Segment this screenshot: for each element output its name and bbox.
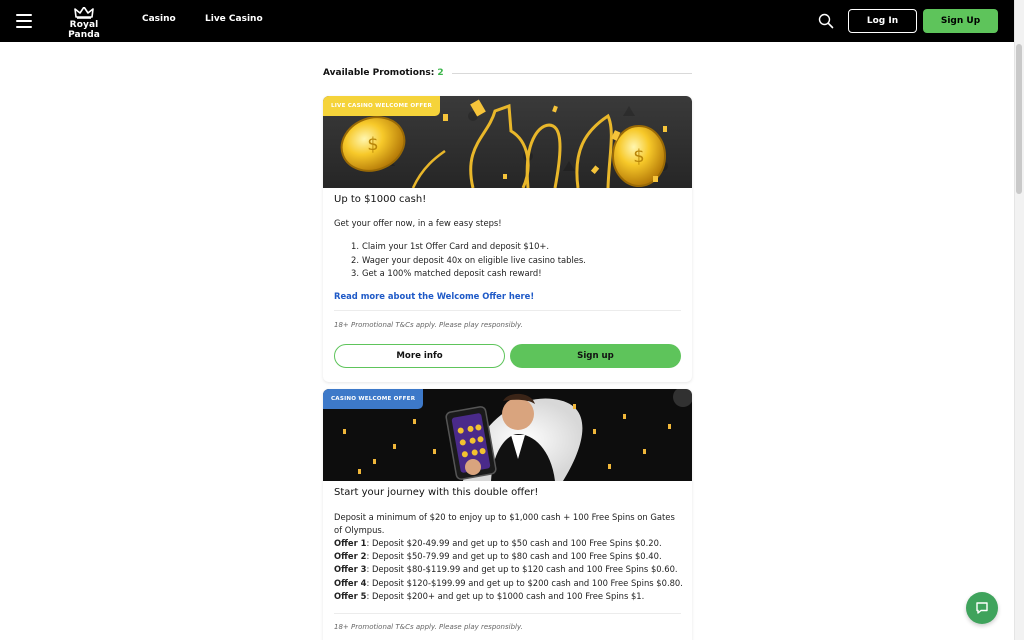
promotions-count: 2	[437, 68, 444, 78]
offer-label: Offer 4	[334, 577, 367, 588]
divider	[334, 310, 681, 311]
offer-text: : Deposit $80-$119.99 and get up to $120 cash and 100 Free Spins $0.60.	[366, 564, 678, 575]
list-item	[351, 254, 586, 268]
step-number: 2.	[351, 254, 359, 265]
signup-button[interactable]: Sign up	[510, 344, 681, 368]
login-button[interactable]: Log In	[848, 9, 917, 33]
promo-card-casino	[323, 389, 692, 640]
list-item	[351, 267, 586, 281]
list-item	[351, 240, 586, 254]
step-number: 1.	[351, 241, 359, 251]
read-more-link[interactable]: Read more about the Welcome Offer here!	[334, 291, 535, 301]
chat-icon	[975, 601, 989, 615]
search-icon[interactable]	[818, 13, 834, 29]
more-info-button[interactable]: More info	[334, 344, 505, 368]
crown-icon	[74, 7, 94, 19]
promo-intro-line-2: of Olympus.	[334, 525, 385, 535]
list-item	[334, 563, 683, 576]
offer-text: : Deposit $200+ and get up to $1000 cash and 100 Free Spins $1.	[366, 590, 645, 601]
step-text: Claim your 1st Offer Card and deposit $10+.	[362, 241, 550, 251]
step-text: Get a 100% matched deposit cash reward!	[362, 268, 542, 278]
header-divider	[452, 73, 692, 74]
offer-label: Offer 5	[334, 590, 367, 601]
list-item	[334, 577, 683, 590]
promo-card-live-casino	[323, 96, 692, 382]
divider	[334, 613, 681, 614]
chat-button[interactable]	[966, 592, 998, 624]
nav-live-casino[interactable]: Live Casino	[205, 14, 263, 24]
logo-text: Royal Panda	[68, 20, 100, 40]
offer-label: Offer 2	[334, 551, 367, 562]
menu-icon[interactable]	[16, 14, 32, 28]
list-item	[334, 537, 683, 550]
offer-text: : Deposit $20-49.99 and get up to $50 cash and 100 Free Spins $0.20.	[366, 538, 662, 548]
list-item	[334, 550, 683, 563]
offer-text: : Deposit $120-$199.99 and get up to $200 cash and 100 Free Spins $0.80.	[366, 577, 683, 588]
offer-label: Offer 1	[334, 538, 367, 548]
terms-notice: 18+ Promotional T&Cs apply. Please play responsibly.	[334, 623, 523, 631]
promo-banner-image	[323, 389, 692, 481]
svg-text:$: $	[633, 146, 645, 167]
offer-label: Offer 3	[334, 564, 367, 575]
promo-title: Up to $1000 cash!	[334, 194, 427, 205]
promo-intro-line-1: Deposit a minimum of $20 to enjoy up to $1,000 cash + 100 Free Spins on Gates	[334, 512, 675, 522]
step-number: 3.	[351, 268, 359, 278]
scrollbar-thumb[interactable]	[1016, 44, 1022, 194]
available-promotions-label: Available Promotions:	[323, 68, 435, 78]
promo-badge: LIVE CASINO WELCOME OFFER	[323, 96, 440, 116]
promo-intro: Get your offer now, in a few easy steps!	[334, 218, 502, 228]
offer-text: : Deposit $50-79.99 and get up to $80 cash and 100 Free Spins $0.40.	[366, 551, 662, 562]
available-promotions-header	[323, 67, 692, 79]
offers-list	[334, 537, 683, 603]
promo-badge: CASINO WELCOME OFFER	[323, 389, 423, 409]
promo-title: Start your journey with this double offer!	[334, 487, 539, 498]
terms-notice: 18+ Promotional T&Cs apply. Please play responsibly.	[334, 321, 523, 329]
nav-casino[interactable]: Casino	[142, 14, 176, 24]
svg-text:$: $	[367, 134, 379, 155]
promo-banner-image	[323, 96, 692, 188]
step-text: Wager your deposit 40x on eligible live casino tables.	[362, 254, 586, 265]
promo-steps-list	[351, 240, 586, 281]
top-navigation-bar	[0, 0, 1024, 42]
signup-button-header[interactable]: Sign Up	[923, 9, 998, 33]
list-item	[334, 590, 683, 603]
royal-panda-logo[interactable]	[54, 7, 114, 40]
